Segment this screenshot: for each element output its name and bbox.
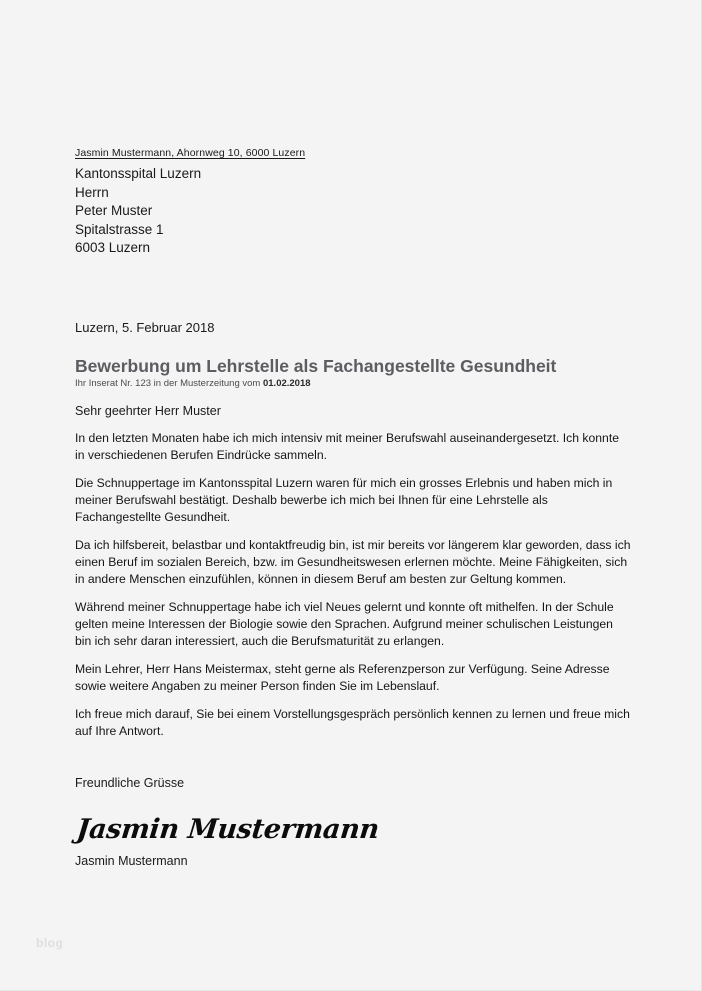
date-line: Luzern, 5. Februar 2018 bbox=[75, 320, 215, 335]
body-paragraph-3: Da ich hilfsbereit, belastbar und kontaktfreudig bin, ist mir bereits vor längerem klar geworden, dass ich einen Beruf im sozialen Bereich, bzw. im Gesundheitswesen erlernen möchte. Meine Fähigkeiten, sich in andere Menschen einzufühlen, können in diesem Beruf am besten zur Geltung kommen. bbox=[75, 538, 631, 586]
recipient-line-street: Spitalstrasse 1 bbox=[75, 221, 164, 237]
body-paragraph-4: Während meiner Schnuppertage habe ich viel Neues gelernt und konnte oft mithelfen. In der Schule gelten meine Interessen der Biologie sowie den Sprachen. Aufgrund meiner schulischen Leistungen bin ich sehr daran interessiert, auch die Berufsmaturität zu erlangen. bbox=[75, 600, 614, 648]
watermark-label: blog bbox=[36, 936, 64, 950]
recipient-line-salutation: Herrn bbox=[75, 184, 109, 200]
recipient-line-city: 6003 Luzern bbox=[75, 240, 151, 255]
closing-line: Freundliche Grüsse bbox=[75, 776, 185, 790]
recipient-line-name: Peter Muster bbox=[75, 203, 153, 218]
recipient-address-block bbox=[75, 165, 201, 258]
recipient-line-company: Kantonsspital Luzern bbox=[75, 166, 202, 181]
letter-body bbox=[75, 430, 631, 751]
reference-prefix: Ihr Inserat Nr. 123 in der Musterzeitung vom bbox=[75, 378, 263, 389]
salutation-line: Sehr geehrter Herr Muster bbox=[75, 404, 221, 418]
signature-printed-name: Jasmin Mustermann bbox=[75, 854, 188, 868]
handwritten-signature: Jasmin Mustermann bbox=[75, 814, 381, 845]
subject-reference-line bbox=[75, 378, 311, 390]
subject-heading: Bewerbung um Lehrstelle als Fachangestellte Gesundheit bbox=[75, 356, 557, 376]
reference-date: 01.02.2018 bbox=[262, 378, 311, 389]
body-paragraph-1: In den letzten Monaten habe ich mich intensiv mit meiner Berufswahl auseinandergesetzt. Ich konnte in verschiedenen Berufen Eindrücke sammeln. bbox=[75, 431, 620, 462]
body-paragraph-6: Ich freue mich darauf, Sie bei einem Vorstellungsgespräch persönlich kennen zu lernen und freue mich auf Ihre Antwort. bbox=[75, 707, 630, 738]
body-paragraph-5: Mein Lehrer, Herr Hans Meistermax, steht gerne als Referenzperson zur Verfügung. Seine Adresse sowie weitere Angaben zu meiner Person finden Sie im Lebenslauf. bbox=[75, 662, 610, 693]
body-paragraph-2: Die Schnuppertage im Kantonsspital Luzern waren für mich ein grosses Erlebnis und haben mich in meiner Berufswahl bestätigt. Deshalb bewerbe ich mich bei Ihnen für eine Lehrstelle als Fachangestellte Gesundheit. bbox=[75, 476, 613, 524]
sender-address-line: Jasmin Mustermann, Ahornweg 10, 6000 Luzern bbox=[75, 147, 306, 159]
